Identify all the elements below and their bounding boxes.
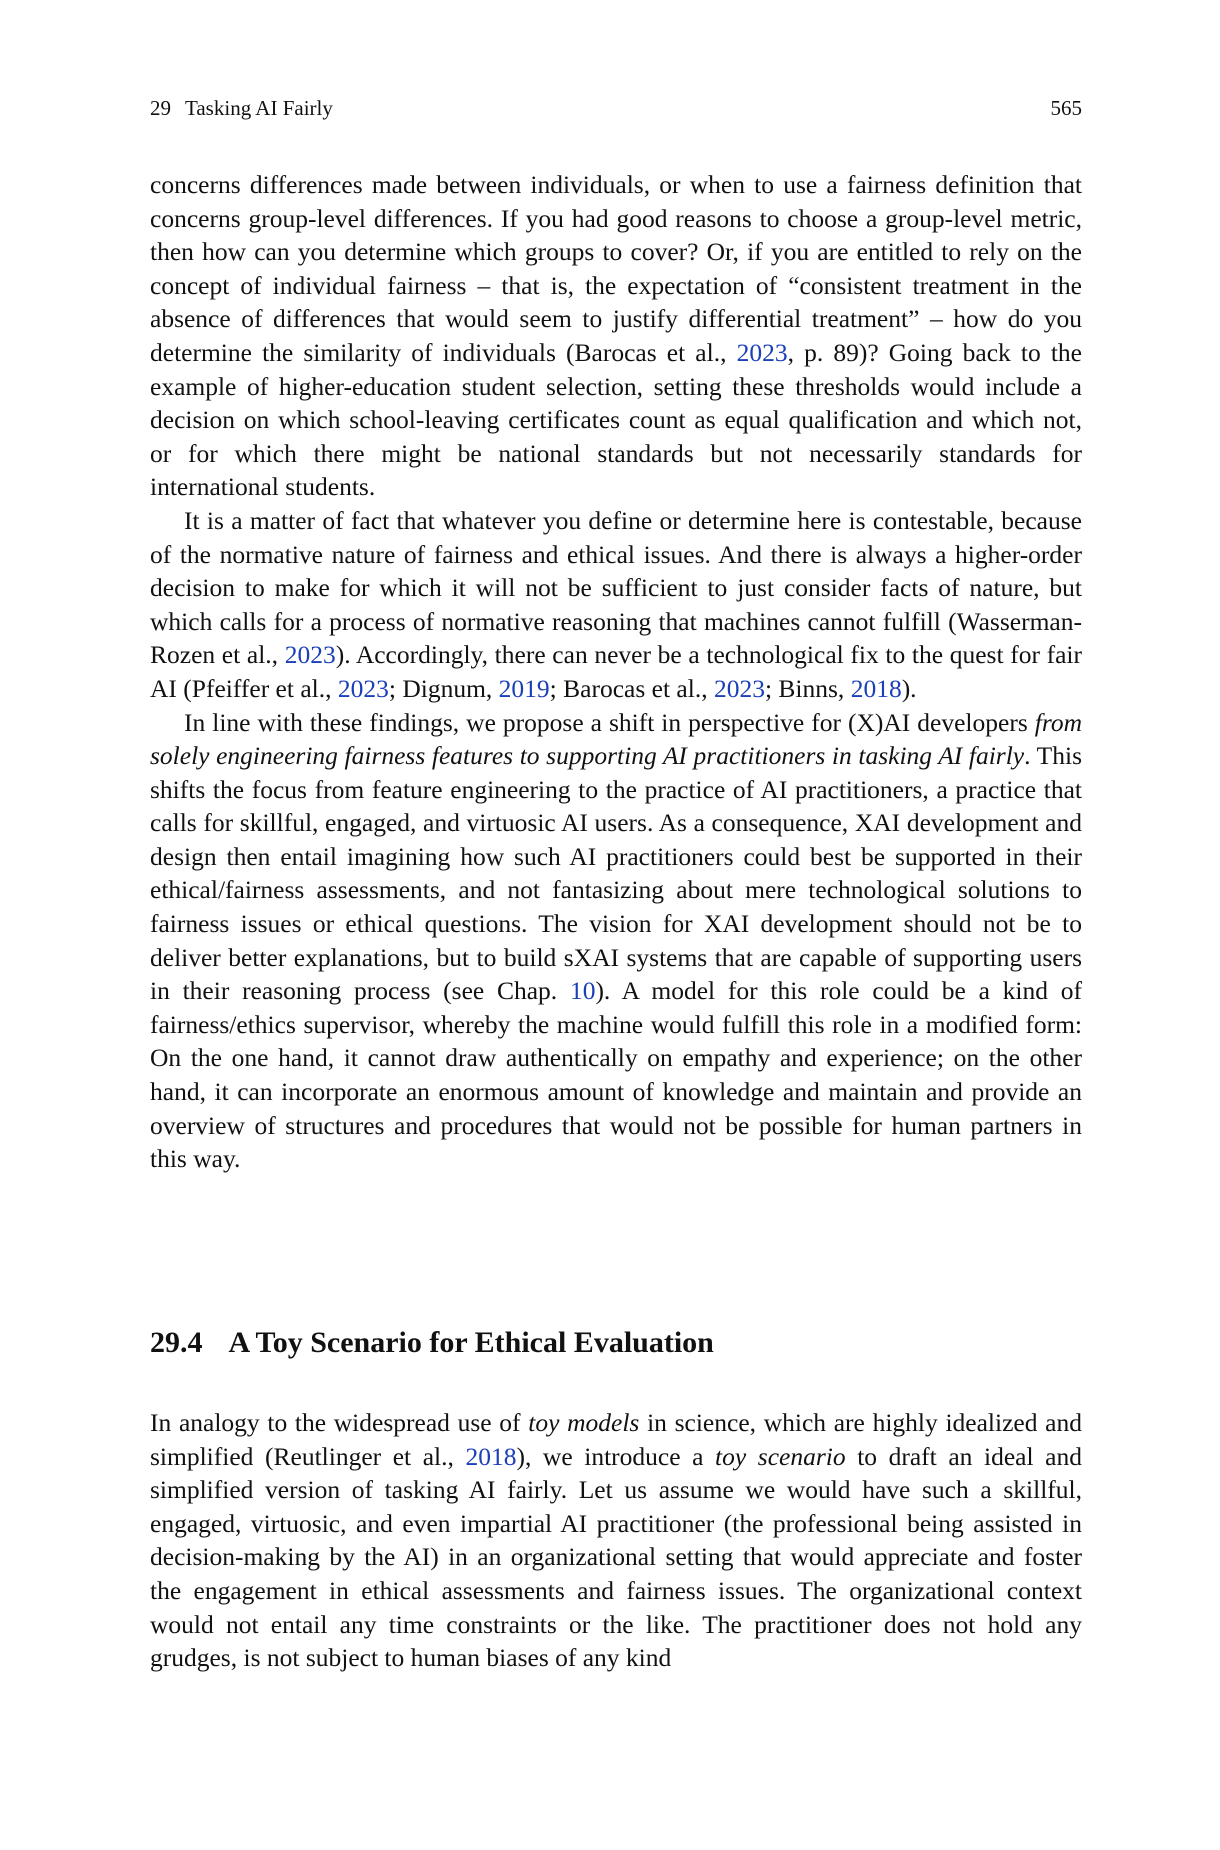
paragraph-2 (150, 504, 1082, 706)
para4-emphasis-2: toy scenario (715, 1441, 846, 1471)
running-head-left (150, 96, 333, 121)
para4-emphasis-1: toy models (528, 1408, 640, 1437)
citation-link[interactable]: 2023 (337, 673, 389, 703)
section-title: A Toy Scenario for Ethical Evaluation (228, 1326, 714, 1359)
running-head (150, 96, 1082, 121)
para1-text-1: concerns differences made between individuals, or when to use a fairness definition that concerns group-level differences. If you had good reasons to choose a group-level metric, then how can you determine which groups to cover? Or, if you are entitled to rely on the concept of individual fairness – that is, the expectation of “consistent treatment in the absence of differences that would seem to justify differential treatment” – how do you determine the similarity of individuals (Barocas et al., (150, 170, 1082, 367)
section-heading (150, 1326, 714, 1360)
citation-link[interactable]: 2023 (713, 673, 765, 703)
paragraph-3 (150, 706, 1082, 1176)
para4-text-3: ), we introduce a (516, 1441, 716, 1471)
para4-text-1: In analogy to the widespread use of (150, 1408, 529, 1437)
section-number: 29.4 (150, 1326, 203, 1359)
para2-text-2: ). Accordingly, there can never be a technological fix to the quest for fair AI (Pfeiffer et al., (150, 640, 1082, 703)
para2-text-6: ). (901, 673, 917, 703)
chapter-title: Tasking AI Fairly (185, 96, 333, 120)
para4-text-2: in science, which are highly idealized and simplified (Reutlinger et al., (150, 1408, 1082, 1471)
page-number: 565 (1050, 96, 1082, 120)
citation-link[interactable]: 2018 (465, 1441, 517, 1471)
citation-link[interactable]: 2018 (850, 673, 902, 703)
paragraph-1 (150, 168, 1082, 504)
body-text-top (150, 168, 1082, 1176)
body-text-bottom (150, 1406, 1082, 1675)
citation-link[interactable]: 2019 (498, 673, 550, 703)
chapter-link[interactable]: 10 (569, 976, 596, 1006)
para2-text-3: ; Dignum, (388, 673, 499, 703)
para3-text-2: . This shifts the focus from feature engineering to the practice of AI practitioners, a practice that calls for skillful, engaged, and virtuosic AI users. As a consequence, XAI development and design then entail imagining how such AI practitioners could best be supported in their ethical/fairness assessments, and not fantasizing about mere technological solutions to fairness issues or ethical questions. The vision for XAI development should not be to deliver better explanations, but to build sXAI systems that are capable of supporting users in their reasoning process (see Chap. (150, 741, 1083, 1006)
chapter-number: 29 (150, 96, 171, 120)
para2-text-5: ; Binns, (764, 673, 851, 703)
para3-text-1: In line with these findings, we propose a shift in perspective for (X)AI developers (184, 707, 1035, 737)
para3-emphasis: from solely engineering fairness features to supporting AI practitioners in tasking AI fairly (150, 707, 1082, 771)
para2-text-4: ; Barocas et al., (549, 673, 714, 703)
citation-link[interactable]: 2023 (736, 337, 788, 367)
para4-text-4: to draft an ideal and simplified version of tasking AI fairly. Let us assume we would have such a skillful, engaged, virtuosic, and even impartial AI practitioner (the professional being assisted in decision-making by the AI) in an organizational setting that would appreciate and foster the engagement in ethical assessments and fairness issues. The organizational context would not entail any time constraints or the like. The practitioner does not hold any grudges, is not subject to human biases of any kind (150, 1441, 1082, 1673)
para3-text-3: ). A model for this role could be a kind of fairness/ethics supervisor, whereby the machine would fulfill this role in a modified form: On the one hand, it cannot draw authentically on empathy and experience; on the other hand, it can incorporate an enormous amount of knowledge and maintain and provide an overview of structures and procedures that would not be possible for human partners in this way. (150, 976, 1082, 1174)
citation-link[interactable]: 2023 (284, 640, 336, 670)
para2-text-1: It is a matter of fact that whatever you define or determine here is contestable, because of the normative nature of fairness and ethical issues. And there is always a higher-order decision to make for which it will not be sufficient to just consider facts of nature, but which calls for a process of normative reasoning that machines cannot fulfill (Wasserman-Rozen et al., (150, 505, 1082, 670)
para1-text-2: , p. 89)? Going back to the example of higher-education student selection, setting these thresholds would include a decision on which school-leaving certificates count as equal qualification and which not, or for which there might be national standards but not necessarily standards for international students. (150, 337, 1082, 502)
paragraph-4 (150, 1406, 1082, 1675)
